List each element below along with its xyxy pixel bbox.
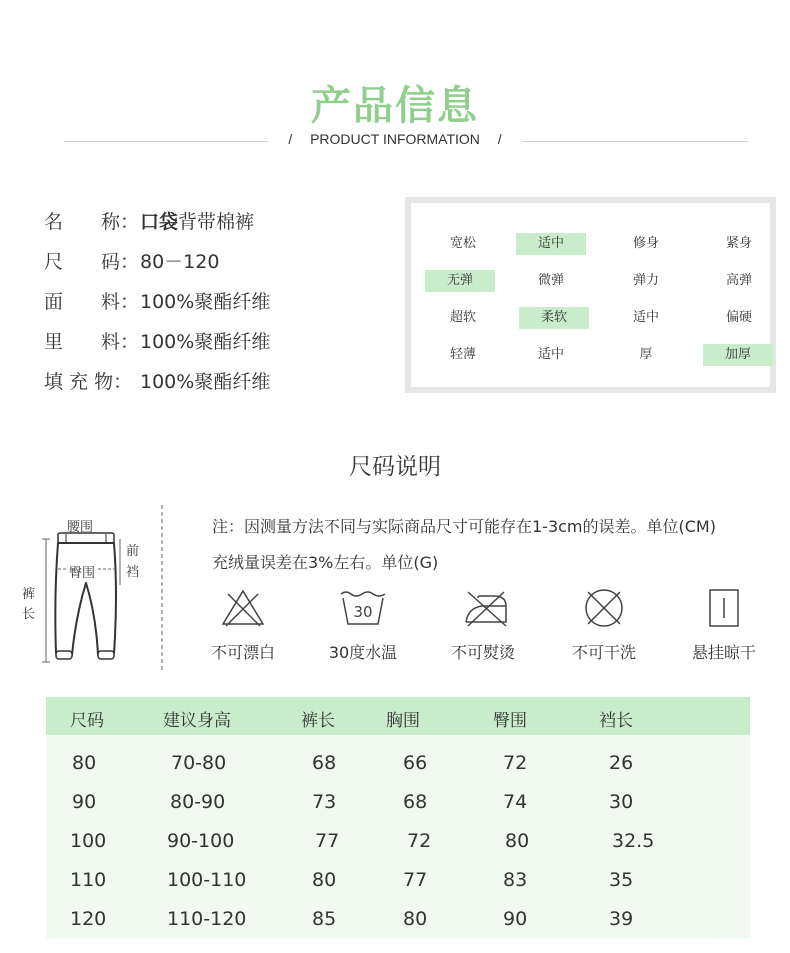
table-cell: 90	[72, 791, 97, 813]
diagram-label-rise-1: 前	[126, 544, 140, 559]
table-cell: 39	[609, 908, 634, 930]
table-cell: 68	[312, 752, 337, 774]
table-cell: 90-100	[167, 830, 235, 852]
table-cell: 32.5	[612, 830, 655, 852]
table-cell: 85	[312, 908, 337, 930]
table-cell: 110-120	[167, 908, 247, 930]
page-subtitle-row	[0, 131, 790, 147]
subtitle-slash-right: /	[497, 131, 502, 147]
size-note-line2: 充绒量误差在3%左右。单位(G)	[212, 553, 439, 572]
table-header-size: 尺码	[70, 711, 104, 731]
property-cell: 偏硬	[725, 310, 752, 325]
info-value: 100%聚酯纤维	[140, 371, 271, 393]
diagram-label-rise-2: 裆	[126, 565, 140, 580]
table-cell: 73	[312, 791, 337, 813]
page-subtitle: PRODUCT INFORMATION	[310, 131, 480, 147]
info-label: 面 料：	[44, 291, 140, 313]
diagram-label-length-2: 长	[22, 607, 36, 622]
property-cell-selected: 加厚	[703, 344, 773, 366]
table-cell: 80-90	[170, 791, 226, 813]
table-header-height: 建议身高	[163, 711, 231, 731]
table-cell: 72	[503, 752, 528, 774]
property-cell: 宽松	[449, 236, 476, 251]
no-iron-icon	[460, 588, 512, 628]
info-row-filling	[44, 369, 270, 395]
diagram-label-hip: 臀围	[68, 562, 96, 581]
table-cell: 66	[403, 752, 428, 774]
wash-temperature-text: 30	[353, 603, 373, 621]
property-cell: 适中	[632, 310, 659, 325]
table-header-length: 裤长	[301, 711, 335, 731]
property-cell: 厚	[639, 347, 653, 362]
size-note-line1: 注：因测量方法不同与实际商品尺寸可能存在1-3cm的误差。单位(CM)	[212, 517, 716, 536]
table-cell: 72	[407, 830, 432, 852]
info-row-name	[44, 209, 254, 235]
table-cell: 30	[609, 791, 634, 813]
info-row-fabric	[44, 289, 270, 315]
property-cell: 弹力	[632, 273, 659, 288]
table-cell: 100-110	[167, 869, 247, 891]
care-label-no-iron: 不可熨烫	[450, 643, 515, 662]
info-value-bold: 口袋	[140, 211, 179, 233]
table-cell: 80	[312, 869, 337, 891]
property-cell-selected: 柔软	[519, 307, 589, 329]
property-cell: 高弹	[725, 273, 752, 288]
size-section-title: 尺码说明	[349, 454, 441, 480]
info-value: 背带棉裤	[178, 211, 255, 233]
property-cell: 微弹	[537, 273, 564, 288]
info-value: 100%聚酯纤维	[140, 291, 271, 313]
info-value: 80－120	[140, 251, 220, 273]
table-cell: 83	[503, 869, 528, 891]
diagram-label-length-1: 裤	[22, 587, 36, 602]
table-header-hip: 臀围	[493, 711, 527, 731]
table-cell: 70-80	[171, 752, 227, 774]
table-cell: 74	[503, 791, 528, 813]
table-cell: 80	[505, 830, 530, 852]
diagram-label-waist: 腰围	[67, 520, 94, 535]
table-cell: 80	[403, 908, 428, 930]
property-cell: 适中	[537, 347, 564, 362]
table-header-chest: 胸围	[386, 711, 420, 731]
care-label-hang-dry: 悬挂晾干	[691, 643, 756, 662]
property-grid	[405, 197, 776, 393]
subtitle-slash-left: /	[288, 131, 293, 147]
info-row-lining	[44, 329, 270, 355]
info-value: 100%聚酯纤维	[140, 331, 271, 353]
table-cell: 90	[503, 908, 528, 930]
property-cell: 紧身	[725, 236, 752, 251]
hang-dry-icon	[706, 588, 742, 628]
table-cell: 26	[609, 752, 634, 774]
info-label: 填 充 物：	[44, 371, 133, 393]
info-row-size	[44, 249, 219, 275]
size-table-header	[46, 697, 750, 735]
info-label: 尺 码：	[44, 251, 140, 273]
table-cell: 120	[70, 908, 107, 930]
table-cell: 68	[403, 791, 428, 813]
table-cell: 35	[609, 869, 634, 891]
property-cell-selected: 无弹	[425, 270, 495, 292]
size-table-body	[46, 735, 750, 938]
property-cell: 轻薄	[449, 347, 476, 362]
no-dry-clean-icon	[582, 586, 626, 630]
no-bleach-icon	[220, 588, 266, 628]
property-cell: 超软	[449, 310, 476, 325]
care-label-no-dry-clean: 不可干洗	[571, 643, 636, 662]
table-cell: 110	[70, 869, 107, 891]
table-cell: 77	[403, 869, 428, 891]
table-cell: 80	[72, 752, 97, 774]
property-cell-selected: 适中	[516, 233, 586, 255]
page-title: 产品信息	[311, 83, 479, 129]
info-label: 名 称：	[44, 211, 140, 233]
property-cell: 修身	[632, 236, 659, 251]
table-cell: 100	[70, 830, 107, 852]
table-cell: 77	[315, 830, 340, 852]
wash-30-icon	[338, 588, 388, 628]
care-label-no-bleach: 不可漂白	[210, 643, 275, 662]
care-label-wash-30: 30度水温	[328, 643, 398, 662]
info-label: 里 料：	[44, 331, 140, 353]
table-header-rise: 裆长	[599, 711, 633, 731]
